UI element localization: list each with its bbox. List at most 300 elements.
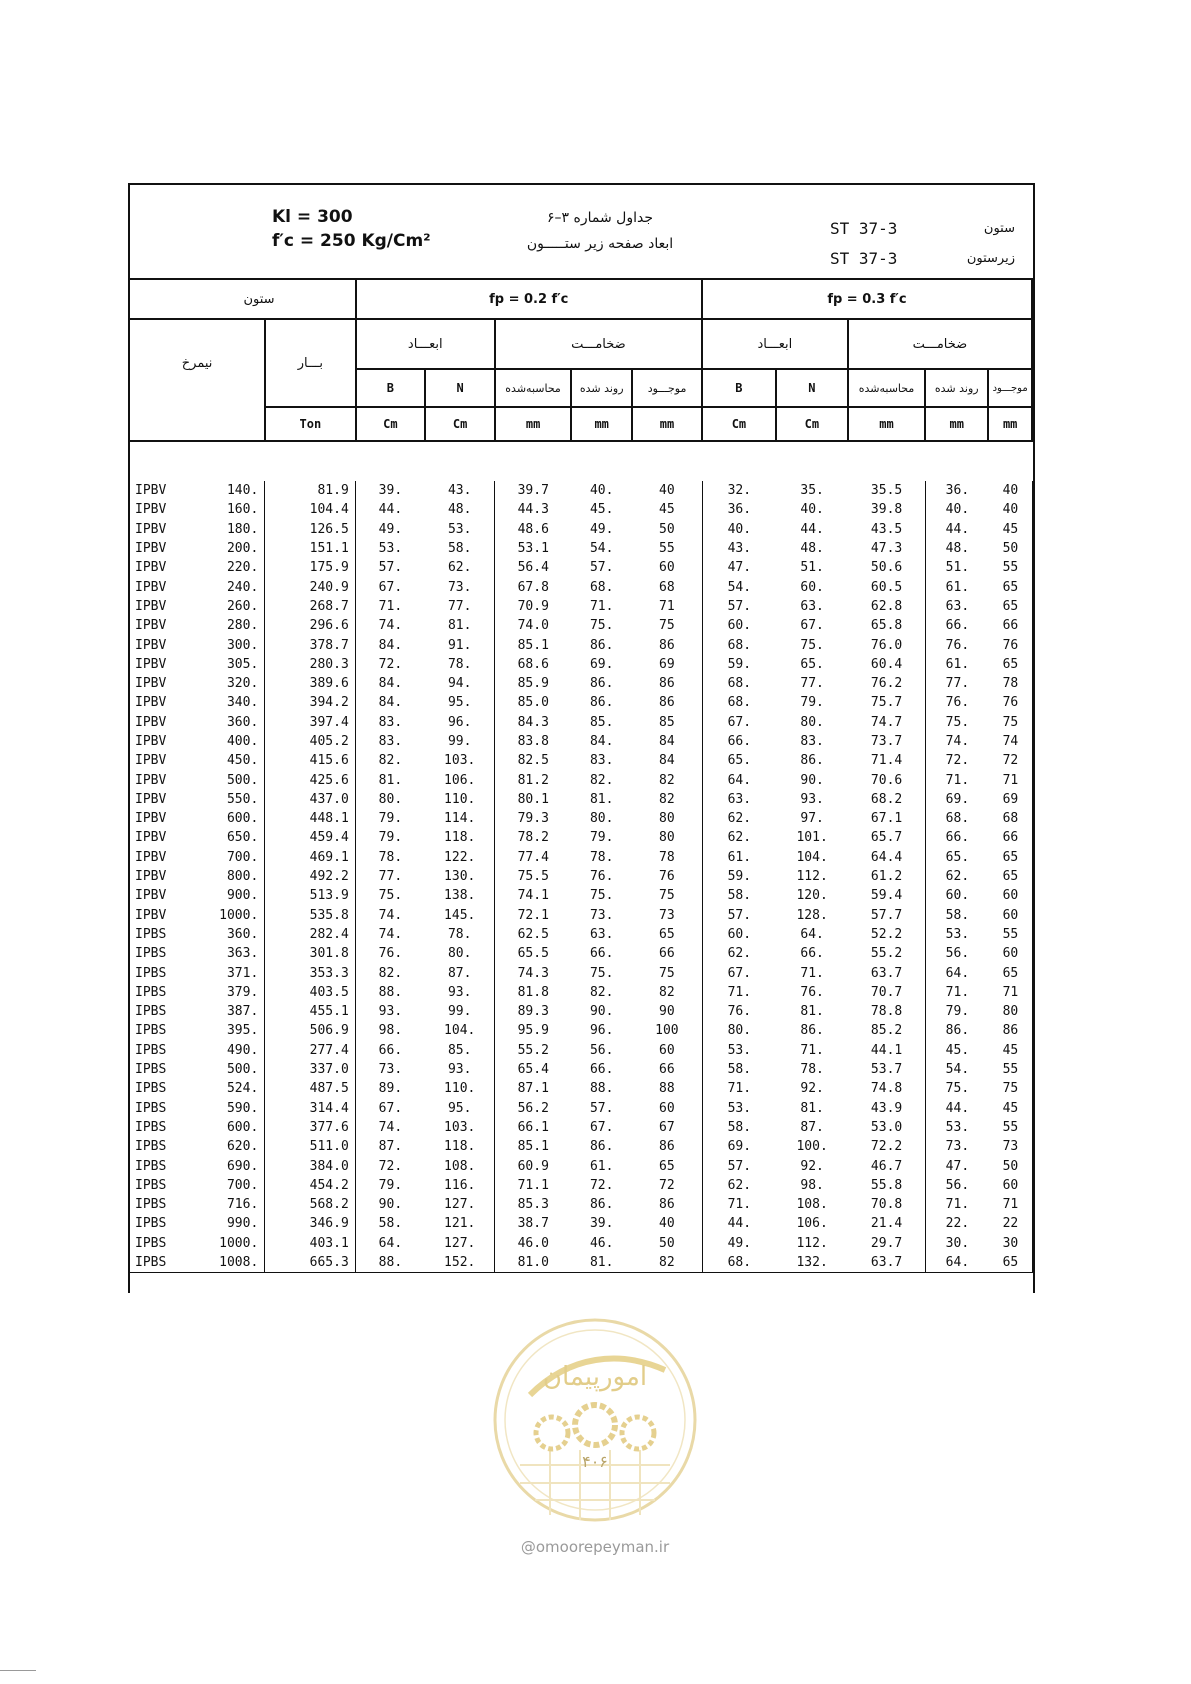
table-cell: 53. [926,1118,989,1137]
table-cell: IPBS [129,925,197,944]
table-cell: IPBV [129,655,197,674]
table-cell: 700. [196,848,265,867]
table-cell: 73 [632,906,702,925]
table-cell: 75. [800,637,824,653]
table-cell: 87. [800,1119,824,1135]
table-cell: 394.2 [265,693,356,712]
table-cell: 82 [632,770,702,789]
table-cell: 93. [355,1002,425,1021]
table-cell: 900. [196,886,265,905]
table-cell: IPBS [129,1195,197,1214]
table-row [129,1041,1033,1060]
table-cell: 60 [632,1041,702,1060]
table-cell: 39. [589,1216,614,1232]
table-cell: 71. [702,1195,776,1214]
table-cell: 71. [355,597,425,616]
unit-calc2: mm [848,407,925,441]
table-cell: 61. [926,655,989,674]
data-table [128,481,1033,1273]
table-cell: 145. [425,906,495,925]
group2-header: fp = 0.3 f′c [702,279,1032,319]
table-cell: 337.0 [265,1060,356,1079]
table-cell: 60 [989,886,1033,905]
table-cell: 61. [926,577,989,596]
table-cell: 60 [632,558,702,577]
table-title: جداول شماره ۳–۶ [547,210,653,226]
table-cell: 61.2 [870,869,903,885]
table-cell: 92. [800,1158,824,1174]
table-cell: 62.5 [495,925,571,944]
table-cell: 84. [355,635,425,654]
table-cell: IPBV [129,751,197,770]
table-cell: 56. [926,1176,989,1195]
table-cell: 86 [632,1137,702,1156]
table-cell: 260. [196,597,265,616]
table-cell: 104. [796,849,828,865]
table-cell: 66 [989,616,1033,635]
unit-n1: Cm [425,407,495,441]
table-row [129,481,1033,500]
table-row [129,1021,1033,1040]
table-cell: 60 [989,906,1033,925]
table-cell: 67 [632,1118,702,1137]
table-cell: 130. [425,867,495,886]
table-cell: 69. [589,656,614,672]
table-cell: 65 [989,848,1033,867]
table-row [129,963,1033,982]
table-cell: 62. [425,558,495,577]
table-cell: IPBV [129,635,197,654]
table-cell: 68 [632,577,702,596]
table-cell: IPBS [129,1041,197,1060]
page-number: ۴۰۶ [582,1452,608,1471]
table-cell: 60.9 [495,1156,571,1175]
table-cell: IPBV [129,809,197,828]
table-cell: 77.4 [495,848,571,867]
table-cell: 77. [425,597,495,616]
table-cell: 296.6 [265,616,356,635]
table-cell: 469.1 [265,848,356,867]
table-cell: 86. [589,695,614,711]
table-cell: 110. [425,1079,495,1098]
table-cell: 71. [926,983,989,1002]
table-cell: IPBV [129,770,197,789]
table-cell: 112. [796,869,828,885]
table-cell: 78. [589,849,614,865]
table-cell: 77. [926,674,989,693]
table-cell: IPBV [129,848,197,867]
table-cell: 81. [800,1004,824,1020]
table-row [129,828,1033,847]
table-cell: 78. [355,848,425,867]
n1-header: N [425,369,495,407]
table-cell: 86. [589,637,614,653]
table-cell: 55 [989,1118,1033,1137]
table-cell: 87.1 [495,1079,571,1098]
table-cell: 82 [632,790,702,809]
table-row [129,520,1033,539]
table-cell: 101. [796,830,828,846]
table-cell: 88. [589,1081,614,1097]
table-cell: 70.9 [495,597,571,616]
table-cell: 63. [926,597,989,616]
table-cell: 75 [632,963,702,982]
table-cell: 74. [355,906,425,925]
table-cell: 71 [989,1195,1033,1214]
table-cell: 69. [702,1137,776,1156]
table-cell: 80. [589,811,614,827]
table-cell: 1000. [196,906,265,925]
table-cell: 138. [425,886,495,905]
table-cell: 45. [589,502,614,518]
table-cell: 301.8 [265,944,356,963]
table-cell: 78.2 [495,828,571,847]
table-cell: 55 [632,539,702,558]
table-cell: 277.4 [265,1041,356,1060]
table-cell: 73. [425,577,495,596]
table-cell: 550. [196,790,265,809]
table-cell: 63.7 [870,965,903,981]
table-cell: 68. [926,809,989,828]
table-cell: 56.2 [495,1099,571,1118]
table-cell: 106. [425,770,495,789]
table-cell: 180. [196,520,265,539]
table-cell: 71 [989,983,1033,1002]
table-cell: 650. [196,828,265,847]
table-cell: 47. [702,558,776,577]
table-cell: 346.9 [265,1214,356,1233]
table-cell: 53.7 [870,1062,903,1078]
calc2-header: محاسبه‌شده [848,369,925,407]
table-cell: 448.1 [265,809,356,828]
table-cell: 66. [800,946,824,962]
table-cell: 90 [632,1002,702,1021]
table-row [129,597,1033,616]
table-cell: 43. [425,481,495,500]
table-cell: 65 [632,925,702,944]
table-cell: IPBS [129,1118,197,1137]
table-cell: 40. [589,483,614,499]
table-cell: 75 [989,1079,1033,1098]
table-cell: 45. [926,1041,989,1060]
table-cell: 76. [800,984,824,1000]
table-cell: 75. [589,888,614,904]
table-cell: 90. [589,1004,614,1020]
table-row [129,539,1033,558]
table-cell: 700. [196,1176,265,1195]
table-cell: 44. [355,500,425,519]
group1-header: fp = 0.2 f′c [356,279,702,319]
table-cell: IPBS [129,1234,197,1253]
table-cell: 57. [702,1156,776,1175]
table-cell: 56. [926,944,989,963]
table-cell: 81.9 [265,481,356,500]
unit-n2: Cm [776,407,848,441]
table-cell: 389.6 [265,674,356,693]
table-cell: 65 [989,867,1033,886]
table-cell: 492.2 [265,867,356,886]
table-cell: 98. [355,1021,425,1040]
table-row [129,1079,1033,1098]
table-cell: IPBV [129,693,197,712]
table-cell: 65.8 [870,618,903,634]
corner-mark [0,1670,36,1671]
unit-existing1: mm [632,407,702,441]
table-cell: 65 [989,597,1033,616]
table-cell: 600. [196,809,265,828]
table-row [129,1195,1033,1214]
table-row [129,1253,1033,1273]
table-cell: 47. [926,1156,989,1175]
table-cell: 62. [702,809,776,828]
table-cell: 59. [702,867,776,886]
table-cell: 371. [196,963,265,982]
table-cell: 82. [589,984,614,1000]
k1-value: Kl = 300 [272,207,353,227]
table-cell: 455.1 [265,1002,356,1021]
table-cell: 79. [355,828,425,847]
calc1-header: محاسبه‌شده [495,369,571,407]
table-cell: 45 [989,1041,1033,1060]
table-cell: 65. [800,656,824,672]
table-cell: 68. [702,674,776,693]
table-cell: 400. [196,732,265,751]
profile-header: نیمرخ [129,319,265,407]
table-cell: 68. [702,1253,776,1273]
table-cell: 511.0 [265,1137,356,1156]
table-cell: 85 [632,713,702,732]
table-cell: 84 [632,751,702,770]
table-cell: 82.5 [495,751,571,770]
table-cell: 67. [702,963,776,982]
existing2-header: موجـــود [988,369,1032,407]
table-cell: 86 [989,1021,1033,1040]
table-cell: 151.1 [265,539,356,558]
table-cell: 97. [800,811,824,827]
table-cell: 88. [355,1253,425,1273]
table-cell: 76 [989,693,1033,712]
table-cell: IPBV [129,732,197,751]
table-cell: 100 [632,1021,702,1040]
table-cell: 72.1 [495,906,571,925]
table-cell: 46.7 [870,1158,903,1174]
table-cell: 64. [800,926,824,942]
table-cell: 46. [589,1235,614,1251]
table-cell: 425.6 [265,770,356,789]
table-cell: 86. [800,1023,824,1039]
table-row [129,635,1033,654]
table-cell: IPBV [129,577,197,596]
table-cell: 56. [589,1042,614,1058]
table-cell: 360. [196,925,265,944]
table-cell: 36. [926,481,989,500]
table-cell: 81. [589,791,614,807]
table-cell: IPBS [129,1176,197,1195]
table-cell: 70.6 [870,772,903,788]
data-rows [129,481,1033,1273]
table-cell: 63. [702,790,776,809]
table-cell: 53. [702,1041,776,1060]
table-cell: 65. [926,848,989,867]
table-cell: 21.4 [870,1216,903,1232]
table-cell: 67. [800,618,824,634]
table-cell: 66 [632,944,702,963]
table-cell: 76. [589,869,614,885]
table-row [129,983,1033,1002]
table-cell: 282.4 [265,925,356,944]
table-cell: 60.5 [870,579,903,595]
table-cell: IPBV [129,828,197,847]
table-cell: 395. [196,1021,265,1040]
table-cell: 83.8 [495,732,571,751]
table-cell: 83. [355,713,425,732]
table-cell: 22. [926,1214,989,1233]
table-cell: 43.5 [870,521,903,537]
table-cell: 75. [355,886,425,905]
load-header: بـــار [265,319,355,407]
table-cell: 71 [989,770,1033,789]
table-cell: 72. [355,655,425,674]
table-cell: 65 [989,577,1033,596]
table-cell: 35.5 [870,483,903,499]
table-cell: 60.4 [870,656,903,672]
table-cell: 46.0 [495,1234,571,1253]
table-cell: 64. [702,770,776,789]
table-row [129,1137,1033,1156]
table-row [129,1176,1033,1195]
table-cell: 665.3 [265,1253,356,1273]
table-cell: 78.8 [870,1004,903,1020]
table-cell: IPBV [129,713,197,732]
table-cell: 415.6 [265,751,356,770]
table-row [129,848,1033,867]
table-cell: IPBV [129,539,197,558]
table-cell: 86 [632,1195,702,1214]
table-cell: 75. [926,1079,989,1098]
table-cell: 85.1 [495,1137,571,1156]
table-cell: 82. [355,963,425,982]
table-cell: 377.6 [265,1118,356,1137]
table-cell: 100. [796,1139,828,1155]
table-row [129,1002,1033,1021]
table-cell: 40 [989,481,1033,500]
table-cell: 363. [196,944,265,963]
table-cell: 122. [425,848,495,867]
table-cell: 99. [425,732,495,751]
unit-existing2: mm [988,407,1032,441]
table-cell: 52.2 [870,926,903,942]
table-cell: 40 [632,481,702,500]
table-cell: 96. [425,713,495,732]
table-cell: 81. [571,1253,632,1273]
table-cell: 69. [926,790,989,809]
table-cell: 50 [632,520,702,539]
table-cell: 93. [425,983,495,1002]
table-cell: 90. [355,1195,425,1214]
table-cell: 103. [425,1118,495,1137]
table-cell: 44.3 [495,500,571,519]
rounded2-header: روند شده [925,369,988,407]
table-cell: 29.7 [870,1235,903,1251]
table-cell: 86. [926,1021,989,1040]
thickness1-header: ضخامـــت [495,319,702,369]
table-cell: 71.4 [870,753,903,769]
table-cell: 387. [196,1002,265,1021]
table-cell: 314.4 [265,1099,356,1118]
table-cell: 76. [926,635,989,654]
table-cell: 82. [355,751,425,770]
table-cell: 77. [355,867,425,886]
table-cell: 71. [589,598,614,614]
table-cell: IPBV [129,616,197,635]
table-cell: 65 [632,1156,702,1175]
table-cell: 69 [632,655,702,674]
table-header [128,278,1033,442]
table-cell: 79. [926,1002,989,1021]
table-cell: 82. [589,772,614,788]
table-cell: 89.3 [495,1002,571,1021]
table-cell: 85.0 [495,693,571,712]
table-cell: 71. [702,1079,776,1098]
table-cell: 403.1 [265,1234,356,1253]
unit-calc1: mm [495,407,571,441]
table-cell: 64. [926,1253,989,1273]
table-cell: 87. [355,1137,425,1156]
table-cell: 51. [800,560,824,576]
table-cell: 74. [355,1118,425,1137]
header-parameters [272,205,431,253]
table-cell: 83. [589,753,614,769]
table-cell: 55 [989,925,1033,944]
table-cell: 75 [989,713,1033,732]
table-cell: 80. [425,944,495,963]
table-cell: 87. [425,963,495,982]
table-cell: IPBV [129,481,197,500]
watermark-brand: امورپیمان [542,1362,648,1392]
table-cell: 66. [702,732,776,751]
table-cell: 51. [926,558,989,577]
table-cell: 88. [355,983,425,1002]
table-cell: 85. [589,714,614,730]
table-cell: 65.7 [870,830,903,846]
table-cell: 48.6 [495,520,571,539]
table-cell: 73. [589,907,614,923]
table-cell: 74 [989,732,1033,751]
table-cell: 72 [632,1176,702,1195]
table-cell: 121. [425,1214,495,1233]
table-cell: 68. [702,693,776,712]
table-cell: 44. [926,520,989,539]
table-cell: 44.1 [870,1042,903,1058]
fc-value: f′c = 250 Kg/Cm² [272,231,431,251]
table-cell: 93. [425,1060,495,1079]
table-cell: 63. [800,598,824,614]
table-cell: 487.5 [265,1079,356,1098]
table-cell: 70.8 [870,1197,903,1213]
table-cell: 75. [589,618,614,634]
table-cell: 490. [196,1041,265,1060]
table-cell: 524. [196,1079,265,1098]
table-cell: 74. [926,732,989,751]
table-cell: 104.4 [265,500,356,519]
table-cell: IPBS [129,1137,197,1156]
table-cell: 160. [196,500,265,519]
table-cell: 36. [702,500,776,519]
table-cell: 68.2 [870,791,903,807]
table-cell: 43. [702,539,776,558]
table-cell: 74. [355,616,425,635]
table-row [129,655,1033,674]
